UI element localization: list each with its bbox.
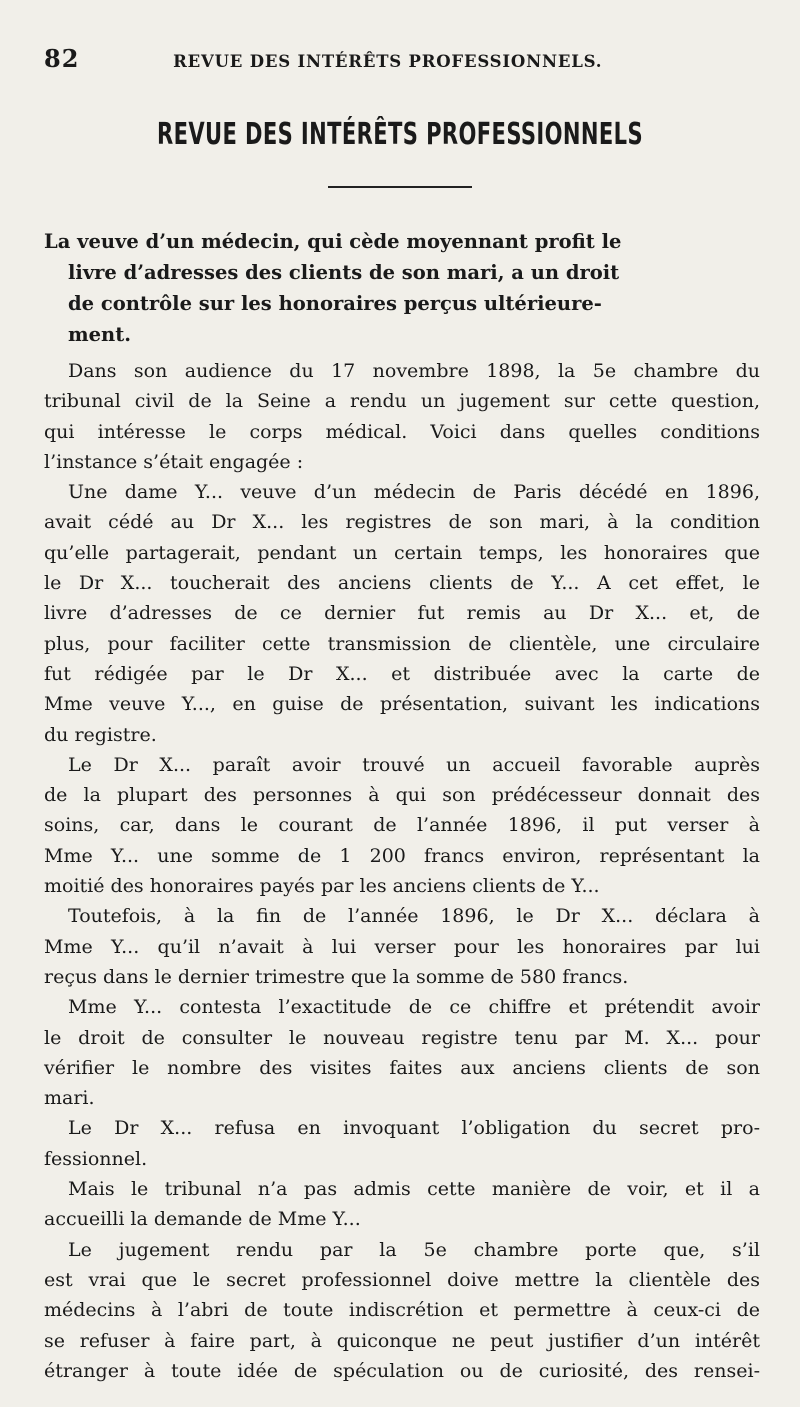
article-title-line: de contrôle sur les honoraires perçus ultérieure- bbox=[68, 292, 602, 315]
body-line: Mme Y... une somme de 1 200 francs environ, représentant la bbox=[44, 844, 760, 867]
body-line: mari. bbox=[44, 1087, 95, 1110]
body-line: fessionnel. bbox=[44, 1147, 148, 1170]
page-number: 82 bbox=[44, 44, 80, 73]
body-line: qui intéresse le corps médical. Voici dans quelles conditions bbox=[44, 420, 760, 443]
body-line: médecins à l’abri de toute indiscrétion et permettre à ceux-ci de bbox=[44, 1299, 760, 1322]
body-line: fut rédigée par le Dr X... et distribuée avec la carte de bbox=[44, 662, 760, 685]
body-line: de la plupart des personnes à qui son prédécesseur donnait des bbox=[44, 784, 760, 807]
body-line: étranger à toute idée de spéculation ou de curiosité, des rensei- bbox=[44, 1359, 760, 1382]
body-line: Mme Y... qu’il n’avait à lui verser pour les honoraires par lui bbox=[44, 935, 760, 958]
body-line: moitié des honoraires payés par les anciens clients de Y... bbox=[44, 875, 600, 898]
article-title bbox=[44, 226, 760, 350]
body-line: plus, pour faciliter cette transmission de clientèle, une circulaire bbox=[44, 632, 760, 655]
body-line: Une dame Y... veuve d’un médecin de Paris décédé en 1896, bbox=[68, 481, 760, 504]
body-line: avait cédé au Dr X... les registres de son mari, à la condition bbox=[44, 511, 760, 534]
body-line: Le Dr X... refusa en invoquant l’obligation du secret pro- bbox=[68, 1117, 760, 1140]
body-line: est vrai que le secret professionnel doive mettre la clientèle des bbox=[44, 1268, 760, 1291]
running-title: REVUE DES INTÉRÊTS PROFESSIONNELS. bbox=[173, 52, 603, 71]
body-line: Dans son audience du 17 novembre 1898, la 5e chambre du bbox=[68, 360, 760, 382]
article-title-line: livre d’adresses des clients de son mari, a un droit bbox=[68, 261, 620, 284]
body-line: l’instance s’était engagée : bbox=[44, 450, 304, 473]
body-line: le Dr X... toucherait des anciens clients de Y... A cet effet, le bbox=[44, 572, 760, 595]
body-line: soins, car, dans le courant de l’année 1896, il put verser à bbox=[44, 814, 760, 837]
body-line: vérifier le nombre des visites faites aux anciens clients de son bbox=[44, 1056, 760, 1079]
body-line: se refuser à faire part, à quiconque ne peut justifier d’un intérêt bbox=[44, 1329, 760, 1352]
article-body bbox=[44, 356, 760, 1386]
article-title-line: La veuve d’un médecin, qui cède moyennant profit le bbox=[44, 230, 622, 253]
body-line: Mme veuve Y..., en guise de présentation, suivant les indications bbox=[44, 693, 760, 716]
body-line: Mais le tribunal n’a pas admis cette manière de voir, et il a bbox=[68, 1178, 760, 1201]
body-line: le droit de consulter le nouveau registre tenu par M. X... pour bbox=[44, 1026, 760, 1049]
body-line: tribunal civil de la Seine a rendu un jugement sur cette question, bbox=[44, 390, 760, 413]
body-line: Le jugement rendu par la 5e chambre porte que, s’il bbox=[68, 1238, 760, 1261]
body-line: Mme Y... contesta l’exactitude de ce chiffre et prétendit avoir bbox=[68, 996, 760, 1019]
body-line: Toutefois, à la fin de l’année 1896, le Dr X... déclara à bbox=[68, 905, 760, 928]
body-line: accueilli la demande de Mme Y... bbox=[44, 1208, 361, 1231]
body-line: qu’elle partagerait, pendant un certain temps, les honoraires que bbox=[44, 541, 760, 564]
section-title: REVUE DES INTÉRÊTS PROFESSIONNELS bbox=[156, 117, 644, 152]
body-line: du registre. bbox=[44, 723, 157, 746]
title-rule bbox=[328, 186, 472, 188]
body-line: livre d’adresses de ce dernier fut remis au Dr X... et, de bbox=[44, 602, 760, 625]
body-line: reçus dans le dernier trimestre que la somme de 580 francs. bbox=[44, 965, 629, 988]
article-title-line: ment. bbox=[68, 323, 132, 346]
body-line: Le Dr X... paraît avoir trouvé un accueil favorable auprès bbox=[68, 753, 760, 776]
running-head bbox=[44, 44, 756, 78]
